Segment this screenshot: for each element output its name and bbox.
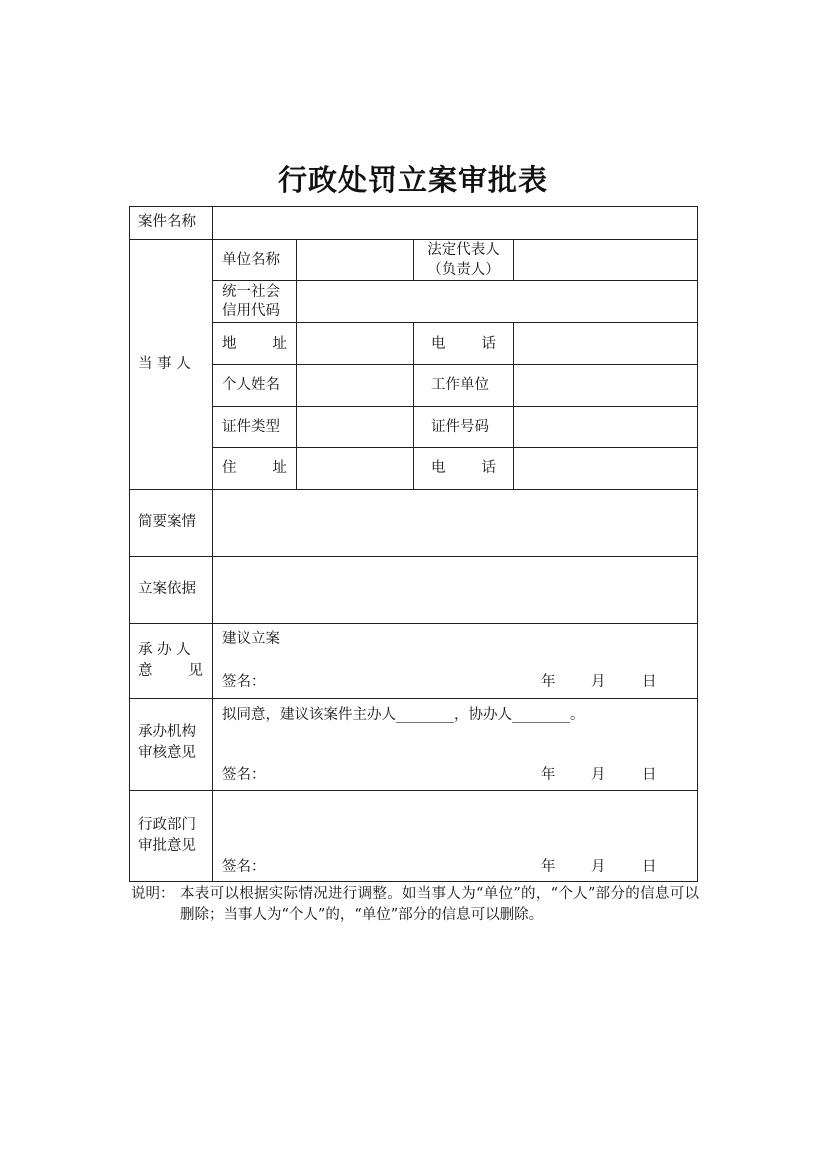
handler-sign-label: 签名： (222, 674, 266, 690)
agency-day: 日 (642, 767, 657, 783)
table-divider (513, 322, 514, 489)
dept-day: 日 (642, 859, 657, 875)
agency-month: 月 (591, 767, 606, 783)
residence-label (222, 458, 287, 478)
handler-year: 年 (541, 674, 556, 690)
handler-opinion-label-a: 意 (138, 663, 153, 679)
table-divider (129, 556, 698, 557)
work-unit-label: 工作单位 (431, 377, 489, 393)
table-divider (413, 322, 414, 489)
phone-label-a: 电 (431, 336, 446, 352)
table-border (129, 206, 698, 207)
table-divider (296, 239, 297, 489)
agency-review-content: 拟同意，建议该案件主办人________，协办人________。 (222, 707, 585, 723)
id-type-label: 证件类型 (222, 419, 280, 435)
table-border (697, 206, 698, 882)
handler-opinion-label-line2 (138, 661, 203, 681)
footnote-text: 本表可以根据实际情况进行调整。如当事人为“单位”的，“个人”部分的信息可以删除；当事人为“个人”的，“单位”部分的信息可以删除。 (180, 886, 699, 923)
residence-label-a: 住 (222, 460, 237, 476)
phone2-label (431, 458, 496, 478)
residence-label-b: 址 (272, 460, 287, 476)
dept-approval-label-line2: 审批意见 (138, 838, 196, 854)
id-number-label: 证件号码 (431, 419, 489, 435)
dept-year: 年 (541, 859, 556, 875)
dept-approval-label-line1: 行政部门 (138, 817, 196, 833)
phone-label-b: 话 (481, 336, 496, 352)
legal-rep-label-line1: 法定代表人 (427, 242, 500, 258)
agency-review-label-line2: 审核意见 (138, 745, 196, 761)
dept-sign-label: 签名： (222, 859, 266, 875)
table-divider (212, 406, 698, 407)
phone2-label-b: 话 (481, 460, 496, 476)
address-label-b: 址 (272, 336, 287, 352)
table-divider (212, 206, 213, 882)
credit-code-label-line1: 统一社会 (222, 284, 280, 300)
table-divider (513, 239, 514, 281)
person-name-label: 个人姓名 (222, 377, 280, 393)
handler-opinion-label-b: 见 (188, 663, 203, 679)
handler-opinion-content: 建议立案 (222, 631, 280, 647)
table-divider (212, 364, 698, 365)
address-label-a: 地 (222, 336, 237, 352)
brief-label: 简要案情 (138, 514, 196, 530)
unit-name-label: 单位名称 (222, 252, 280, 268)
footnote (131, 884, 699, 926)
agency-review-label-line1: 承办机构 (138, 724, 196, 740)
handler-month: 月 (591, 674, 606, 690)
basis-label: 立案依据 (138, 581, 196, 597)
case-name-label: 案件名称 (138, 214, 196, 230)
handler-day: 日 (642, 674, 657, 690)
table-border (129, 881, 698, 882)
phone2-label-a: 电 (431, 460, 446, 476)
credit-code-label-line2: 信用代码 (222, 303, 280, 319)
party-label: 当 事 人 (138, 356, 191, 372)
legal-rep-label-line2: （负责人） (427, 262, 500, 278)
address-label (222, 334, 287, 354)
table-divider (129, 623, 698, 624)
table-divider (212, 447, 698, 448)
agency-sign-label: 签名： (222, 767, 266, 783)
table-divider (129, 698, 698, 699)
dept-month: 月 (591, 859, 606, 875)
table-divider (129, 489, 698, 490)
table-divider (129, 790, 698, 791)
phone-label (431, 334, 496, 354)
handler-opinion-label-line1: 承 办 人 (138, 642, 191, 658)
footnote-label: 说明： (131, 886, 175, 902)
agency-year: 年 (541, 767, 556, 783)
page-title: 行政处罚立案审批表 (277, 163, 548, 197)
table-border (129, 206, 130, 882)
table-divider (212, 280, 698, 281)
table-divider (212, 322, 698, 323)
